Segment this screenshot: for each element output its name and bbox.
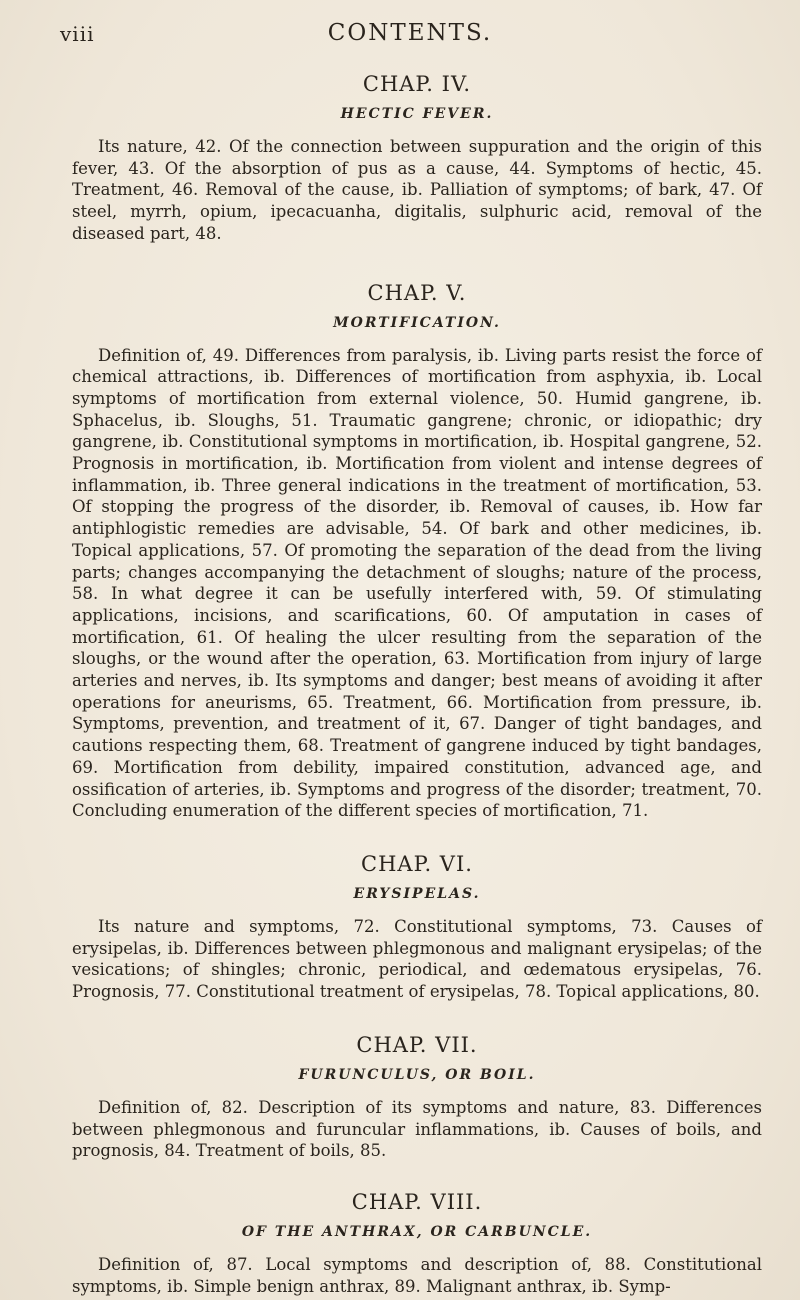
chapter-title: CHAP. VI.: [361, 851, 473, 876]
chapter-subtitle: MORTIFICATION.: [333, 314, 501, 331]
chapter-4: [72, 72, 762, 245]
chapter-subtitle: ERYSIPELAS.: [353, 885, 481, 902]
chapter-summary: Definition of, 82. Description of its symptoms and nature, 83. Differences between phlegmonous and furuncular inflammations, ib. Causes of boils, and prognosis, 84. Treatment of boils, 85.: [72, 1097, 762, 1161]
chapter-summary: Definition of, 87. Local symptoms and description of, 88. Constitutional symptoms, ib. Simple benign anthrax, 89. Malignant anthrax, ib. Symp-: [72, 1254, 762, 1296]
chapter-title: CHAP. VIII.: [351, 1189, 483, 1214]
contents-body: [72, 72, 762, 1297]
running-head: [60, 20, 760, 50]
chapter-title: CHAP. V.: [367, 280, 467, 305]
chapter-summary: Definition of, 49. Differences from paralysis, ib. Living parts resist the force of chemical attractions, ib. Differences of mortification from asphyxia, ib. Local symptoms of mortification from external violence, 50. Humid gangrene, ib. Sphacelus, ib. Sloughs, 51. Traumatic gangrene; chronic, or idiopathic; dry gangrene, ib. Constitutional symptoms in mortification, ib. Hospital gangrene, 52. Prognosis in mortification, ib. Mortification from violent and intense degrees of inflammation, ib. Three general indications in the treatment of mortification, 53. Of stopping the progress of the disorder, ib. Removal of causes, ib. How far antiphlogistic remedies are advisable, 54. Of bark and other medicines, ib. Topical applications, 57. Of promoting the separation of the dead from the living parts; changes accompanying the detachment of sloughs; nature of the process, 58. In what degree it can be usefully interfered with, 59. Of stimulating applications, incisions, and scarifications, 60. Of amputation in cases of mortification, 61. Of healing the ulcer resulting from the separation of the sloughs, or the wound after the operation, 63. Mortification from injury of large arteries and nerves, ib. Its symptoms and danger; best means of avoiding it after operations for aneurisms, 65. Treatment, 66. Mortification from pressure, ib. Symptoms, prevention, and treatment of it, 67. Danger of tight bandages, and cautions respecting them, 68. Treatment of gangrene induced by tight bandages, 69. Mortification from debility, impaired constitution, advanced age, and ossification of arteries, ib. Symptoms and progress of the disorder; treatment, 70. Concluding enumeration of the different species of mortification, 71.: [72, 345, 762, 821]
chapter-5: [72, 281, 762, 822]
chapter-subtitle: OF THE ANTHRAX, OR CARBUNCLE.: [241, 1223, 593, 1240]
chapter-title: CHAP. VII.: [356, 1032, 478, 1057]
page-number: viii: [60, 22, 95, 46]
chapter-subtitle: HECTIC FEVER.: [340, 106, 494, 122]
chapter-8: [72, 1190, 762, 1297]
chapter-summary: Its nature, 42. Of the connection between suppuration and the origin of this fever, 43. Of the absorption of pus as a cause, 44. Symptoms of hectic, 45. Treatment, 46. Removal of the cause, ib. Palliation of symptoms; of bark, 47. Of steel, myrrh, opium, ipecacuanha, digitalis, sulphuric acid, removal of the diseased part, 48.: [72, 137, 762, 243]
chapter-subtitle: FURUNCULUS, OR BOIL.: [298, 1066, 536, 1083]
chapter-summary: Its nature and symptoms, 72. Constitutional symptoms, 73. Causes of erysipelas, ib. Differences between phlegmonous and malignant erysipelas; of the vesications; of shingles; chronic, periodical, and œdematous erysipelas, 76. Prognosis, 77. Constitutional treatment of erysipelas, 78. Topical applications, 80.: [72, 916, 762, 1002]
chapter-title: CHAP. IV.: [362, 72, 472, 96]
chapter-6: [72, 852, 762, 1003]
running-title: CONTENTS.: [327, 20, 493, 46]
chapter-7: [72, 1033, 762, 1162]
